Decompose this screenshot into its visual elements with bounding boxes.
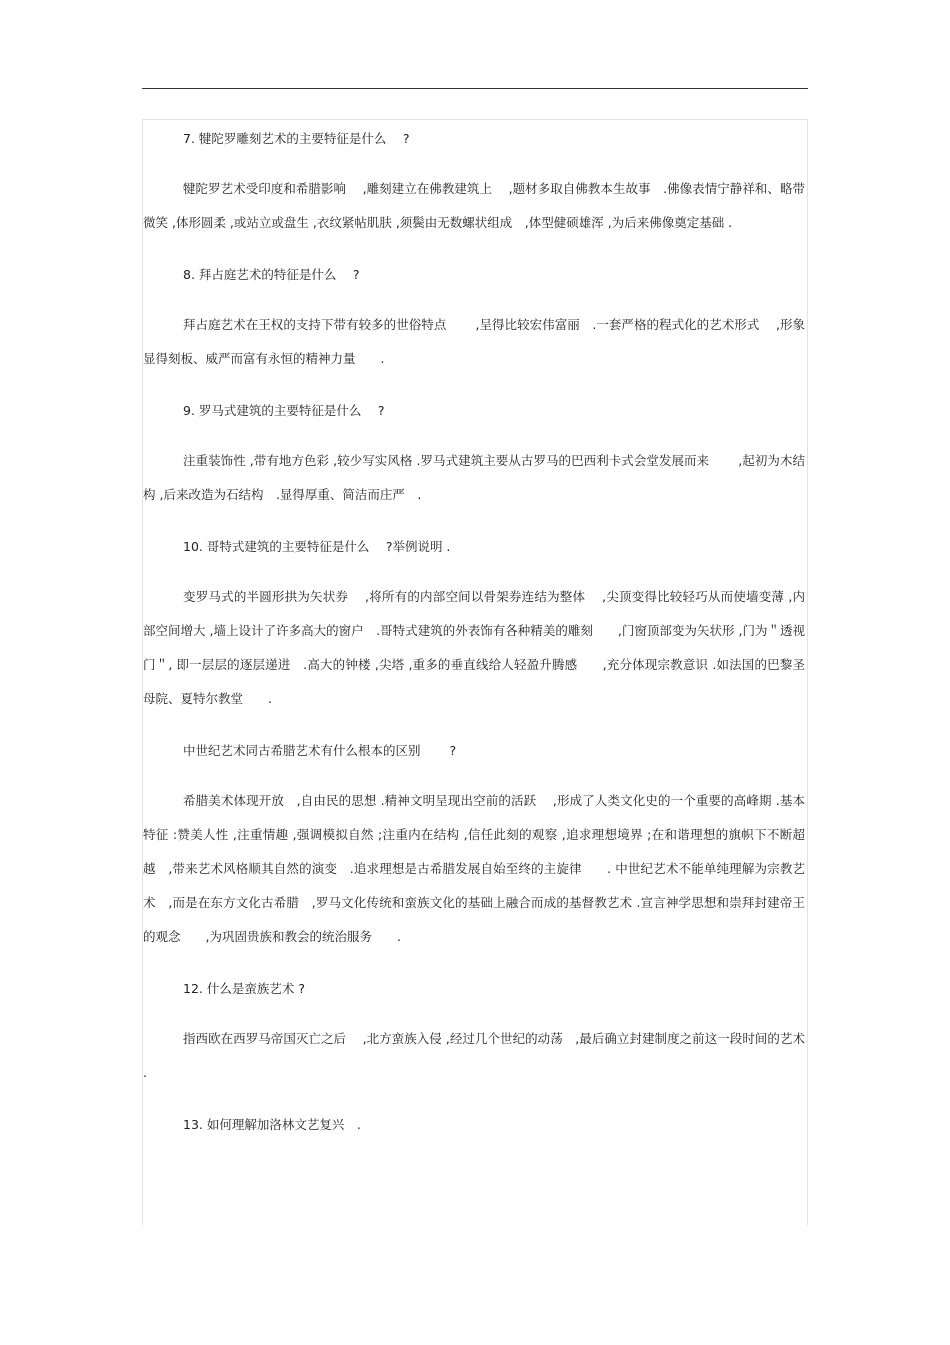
question-11: 中世纪艺术同古希腊艺术有什么根本的区别 ? — [183, 743, 457, 758]
question-9: 9. 罗马式建筑的主要特征是什么 ? — [183, 403, 385, 418]
document-body — [143, 128, 805, 1136]
question-13: 13. 如何理解加洛林文艺复兴 . — [183, 1117, 361, 1132]
answer-12: 指西欧在西罗马帝国灭亡之后 ,北方蛮族入侵 ,经过几个世纪的动荡 ,最后确立封建制度之前这一段时间的艺术 . — [143, 1031, 805, 1080]
question-7: 7. 犍陀罗雕刻艺术的主要特征是什么 ? — [183, 131, 410, 146]
answer-9: 注重装饰性 ,带有地方色彩 ,较少写实风格 .罗马式建筑主要从古罗马的巴西利卡式会堂发展而来 ,起初为木结构 ,后来改造为石结构 .显得厚重、简洁而庄严 . — [143, 453, 805, 502]
header-rule — [142, 88, 808, 89]
answer-11: 希腊美术体现开放 ,自由民的思想 .精神文明呈现出空前的活跃 ,形成了人类文化史的一个重要的高峰期 .基本特征 :赞美人性 ,注重情趣 ,强调模拟自然 ;注重内在结构 ,信任此刻的观察 ,追求理想境界 ;在和谐理想的旗帜下不断超越 ,带来艺术风格顺其自然的演变 .追求理想是古希腊发展自始至终的主旋律 . 中世纪艺术不能单纯理解为宗教艺术 ,而是在东方文化古希腊 ,罗马文化传统和蛮族文化的基础上融合而成的基督教艺术 .宣言神学思想和崇拜封建帝王的观念 ,为巩固贵族和教会的统治服务 . — [143, 793, 805, 944]
question-8: 8. 拜占庭艺术的特征是什么 ? — [183, 267, 360, 282]
answer-8: 拜占庭艺术在王权的支持下带有较多的世俗特点 ,呈得比较宏伟富丽 .一套严格的程式化的艺术形式 ,形象显得刻板、威严而富有永恒的精神力量 . — [143, 317, 805, 366]
question-12: 12. 什么是蛮族艺术 ? — [183, 981, 305, 996]
answer-7: 犍陀罗艺术受印度和希腊影响 ,雕刻建立在佛教建筑上 ,题材多取自佛教本生故事 .佛像表情宁静祥和、略带微笑 ,体形圆柔 ,或站立或盘生 ,衣纹紧帖肌肤 ,须鬓由无数螺状组成 ,体型健硕雄浑 ,为后来佛像奠定基础 . — [143, 181, 805, 230]
answer-10: 变罗马式的半圆形拱为矢状券 ,将所有的内部空间以骨架券连结为整体 ,尖顶变得比较轻巧从而使墙变薄 ,内部空间增大 ,墙上设计了许多高大的窗户 .哥特式建筑的外表饰有各种精美的雕刻 ,门窗顶部变为矢状形 ,门为＂透视门＂, 即一层层的逐层递进 .高大的钟楼 ,尖塔 ,重多的垂直线给人轻盈升腾感 ,充分体现宗教意识 .如法国的巴黎圣母院、夏特尔教堂 . — [143, 589, 805, 706]
question-10: 10. 哥特式建筑的主要特征是什么 ?举例说明 . — [183, 539, 451, 554]
